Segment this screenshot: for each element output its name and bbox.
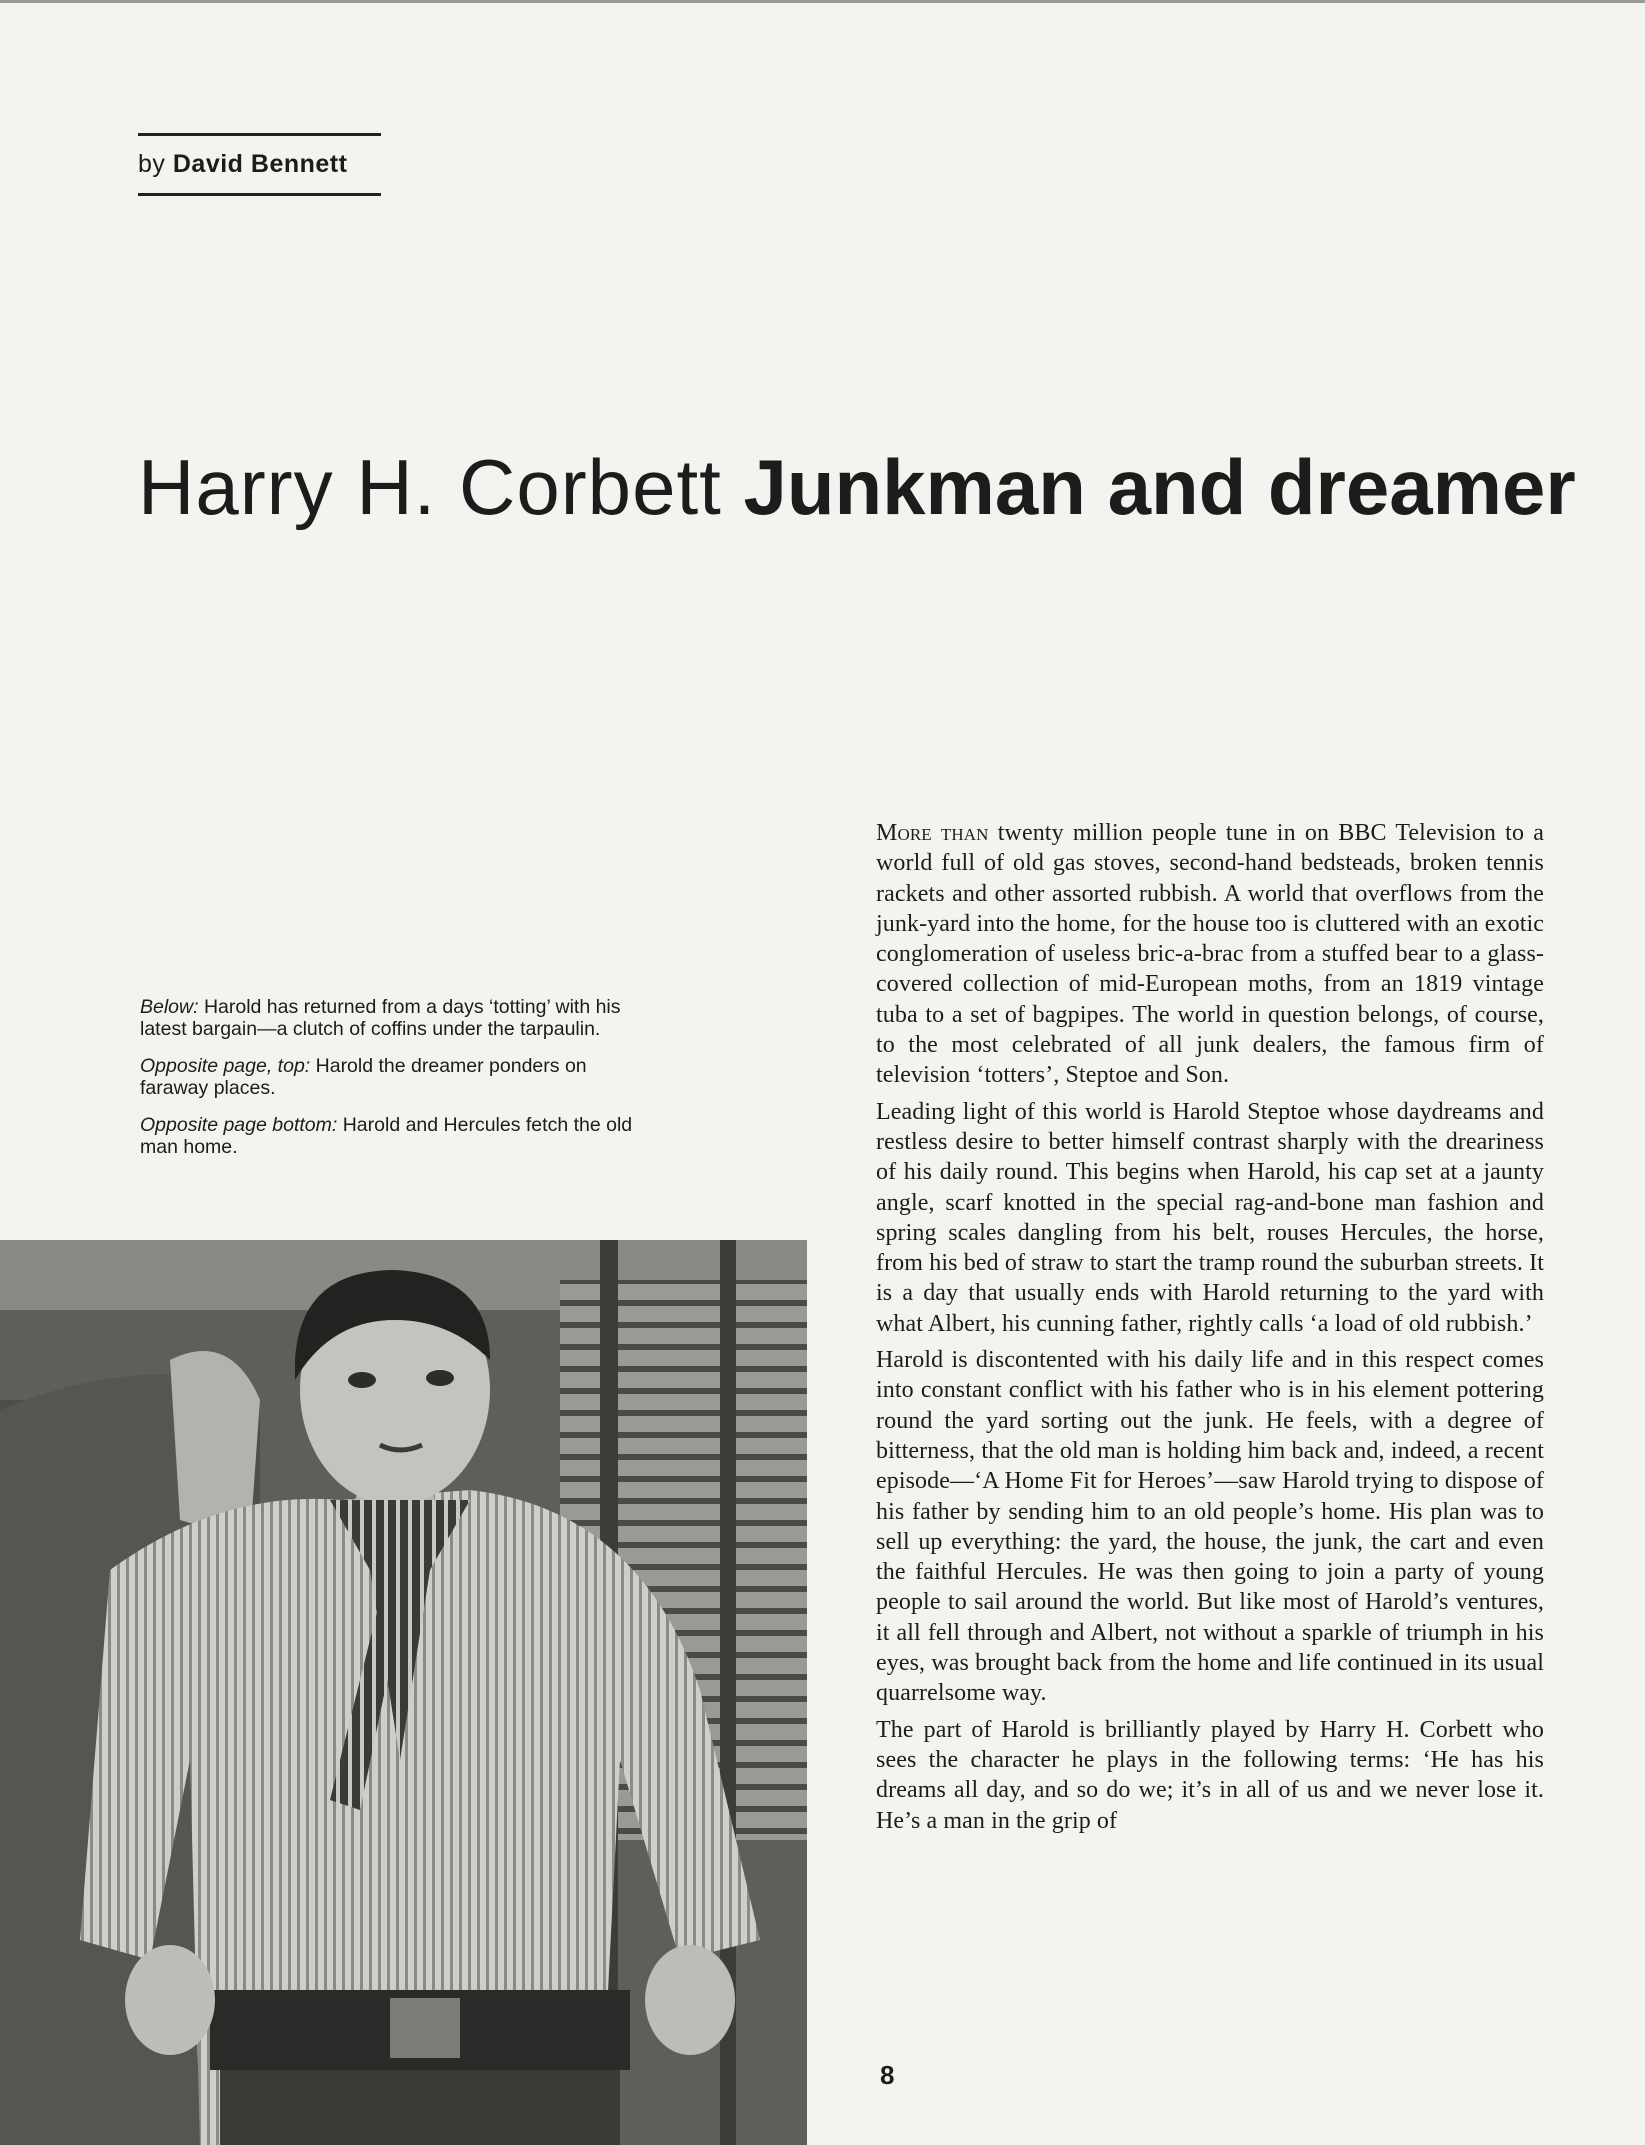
article-body (876, 818, 1544, 1842)
caption-lead: Opposite page, top: (140, 1055, 311, 1077)
byline (138, 133, 381, 196)
caption-opposite-bottom (140, 1114, 650, 1158)
photo-illustration (0, 1240, 807, 2145)
caption-text: Harold and Hercules fetch the old man home. (140, 1114, 633, 1158)
top-rule (0, 0, 1645, 3)
caption-lead: Below: (140, 996, 199, 1018)
caption-text: Harold has returned from a days ‘totting’ with his latest bargain—a clutch of coffins under the tarpaulin. (140, 996, 621, 1040)
harold-photo (0, 1240, 807, 2145)
page-number: 8 (880, 2060, 895, 2090)
title-headline: Junkman and dreamer (743, 443, 1576, 531)
caption-opposite-top (140, 1055, 650, 1099)
paragraph-1-rest: twenty million people tune in on BBC Television to a world full of old gas stoves, second-hand bedsteads, broken tennis rackets and other assorted rubbish. A world that overflows from the junk-yard into the home, for the house too is cluttered with an exotic conglomeration of useless bric-a-brac from a stuffed bear to a glass-covered collection of mid-European moths, from an 1819 vintage tuba to a set of bagpipes. The world in question belongs, of course, to the most celebrated of all junk dealers, the famous firm of television ‘totters’, Steptoe and Son. (876, 820, 1544, 1089)
article-title (138, 443, 1598, 531)
paragraph-4: The part of Harold is brilliantly played by Harry H. Corbett who sees the character he plays in the following terms: ‘He has his dreams all day, and so do we; it’s in all of us and we never lose it. He’s a man in the grip of (876, 1716, 1544, 1834)
caption-text: Harold the dreamer ponders on faraway places. (140, 1055, 587, 1099)
byline-by: by (138, 150, 166, 178)
paragraph-1 (876, 818, 1544, 1091)
paragraph-2: Leading light of this world is Harold Steptoe whose daydreams and restless desire to better himself contrast sharply with the dreariness of his daily round. This begins when Harold, his cap set at a jaunty angle, scarf knotted in the special rag-and-bone man fashion and spring scales dangling from his belt, rouses Hercules, the horse, from his bed of straw to start the tramp round the suburban streets. It is a day that usually ends with Harold returning to the yard with what Albert, his cunning father, rightly calls ‘a load of old rubbish.’ (876, 1098, 1544, 1337)
byline-author: David Bennett (172, 150, 348, 178)
title-name: Harry H. Corbett (138, 443, 722, 531)
photo-captions (140, 996, 650, 1173)
caption-lead: Opposite page bottom: (140, 1114, 338, 1136)
caption-below (140, 996, 650, 1040)
paragraph-3: Harold is discontented with his daily life and in this respect comes into constant conflict with his father who is in his element pottering round the yard sorting out the junk. He feels, with a degree of bitterness, that the old man is holding him back and, indeed, a recent episode—‘A Home Fit for Heroes’—saw Harold trying to dispose of his father by sending him to an old people’s home. His plan was to sell up everything: the yard, the house, the junk, the cart and even the faithful Hercules. He was then going to join a party of young people to sail around the world. But like most of Harold’s ventures, it all fell through and Albert, not without a sparkle of triumph in his eyes, was brought back from the home and life continued in its usual quarrelsome way. (876, 1347, 1544, 1707)
opening-smallcaps: More than (876, 820, 989, 846)
